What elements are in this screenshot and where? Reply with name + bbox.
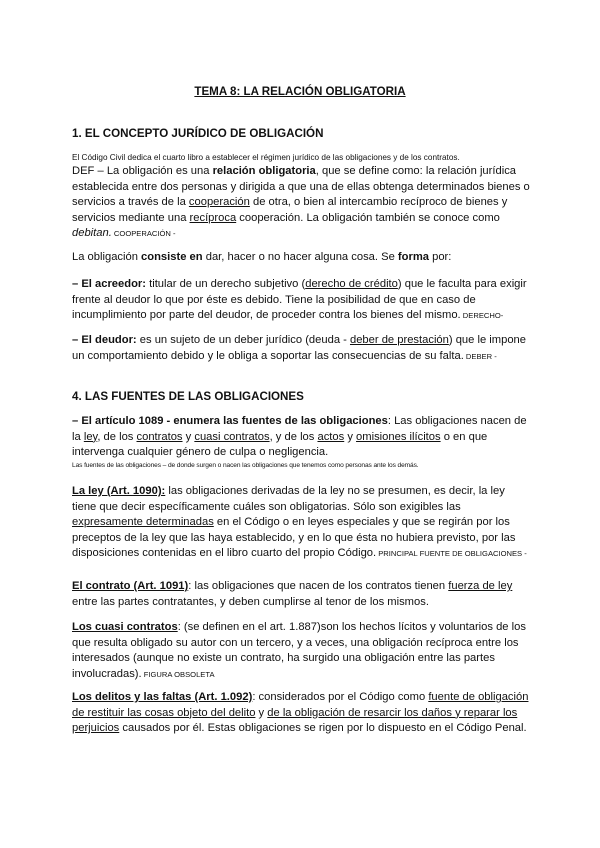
- cuasi-contratos-paragraph: Los cuasi contratos: (se definen en el art. 1.887)son los hechos lícitos y voluntarios de los que resulta obligado su autor con un tercero, y a veces, una obligación recíproca entre los interesados (aunque no existe un contrato, ha surgido una obligación entre las partes involucradas). FIGURA OBSOLETA: [72, 621, 526, 680]
- acreedor-paragraph: – El acreedor: titular de un derecho subjetivo (derecho de crédito) que le faculta para exigir frente al deudor lo que por éste es debido. Tiene la posibilidad de que en caso de incumplimiento por parte del deudor, de proceder contra los bienes del mismo. DERECHO-: [72, 278, 527, 322]
- page-title: TEMA 8: LA RELACIÓN OBLIGATORIA: [194, 85, 406, 98]
- section-4-heading: 4. LAS FUENTES DE LAS OBLIGACIONES: [72, 390, 304, 403]
- delitos-paragraph: Los delitos y las faltas (Art. 1.092): considerados por el Código como fuente de obligación de restituir las cosas objeto del delito y de la obligación de resarcir los daños y reparar los perjuicios causados por él. Estas obligaciones se rigen por lo dispuesto en el Código Penal.: [72, 691, 529, 735]
- ley-paragraph: La ley (Art. 1090): las obligaciones derivadas de la ley no se presumen, es decir, la ley tiene que decir específicamente cuáles son obligatorias. Sólo son exigibles las expresamente determinadas en el Código o en leyes especiales y que se regirán por los preceptos de la ley que las haya establecido, y en lo que ésta no hubiera previsto, por las disposiciones contenidas en el libro cuarto del propio Código. PRINCIPAL FUENTE DE OBLIGACIONES -: [72, 485, 527, 560]
- definition-paragraph: DEF – La obligación es una relación obligatoria, que se define como: la relación jurídica establecida entre dos personas y dirigida a que una de ellas obtenga determinados bienes o servicios a través de la cooperación de otra, o bien al intercambio recíproco de bienes y servicios mediante una recíproca cooperación. La obligación también se conoce como debitan. COOPERACIÓN -: [72, 165, 530, 240]
- intro-line: El Código Civil dedica el cuarto libro a establecer el régimen jurídico de las obligaciones y de los contratos.: [72, 153, 460, 162]
- deudor-paragraph: – El deudor: es un sujeto de un deber jurídico (deuda - deber de prestación) que le impone un comportamiento debido y le obliga a soportar las consecuencias de su falta. DEBER -: [72, 334, 526, 362]
- section-1-heading: 1. EL CONCEPTO JURÍDICO DE OBLIGACIÓN: [72, 127, 324, 140]
- contrato-paragraph: El contrato (Art. 1091): las obligaciones que nacen de los contratos tienen fuerza de ley entre las partes contratantes, y deben cumplirse al tenor de los mismos.: [72, 580, 513, 608]
- articulo-1089-paragraph: – El artículo 1089 - enumera las fuentes de las obligaciones: Las obligaciones nacen de la ley, de los contratos y cuasi contratos, y de los actos y omisiones ilícitos o en que intervenga cualquier género de culpa o negligencia. Las fuentes de las obligaciones – de donde surgen o nacen las obligaciones que tenemos como personas ante los demás.: [72, 414, 532, 471]
- fuentes-note: Las fuentes de las obligaciones – de donde surgen o nacen las obligaciones que tenemos como personas ante los demás.: [72, 461, 419, 469]
- section-1-definition: [72, 152, 532, 242]
- consiste-paragraph: La obligación consiste en dar, hacer o no hacer alguna cosa. Se forma por:: [72, 251, 452, 263]
